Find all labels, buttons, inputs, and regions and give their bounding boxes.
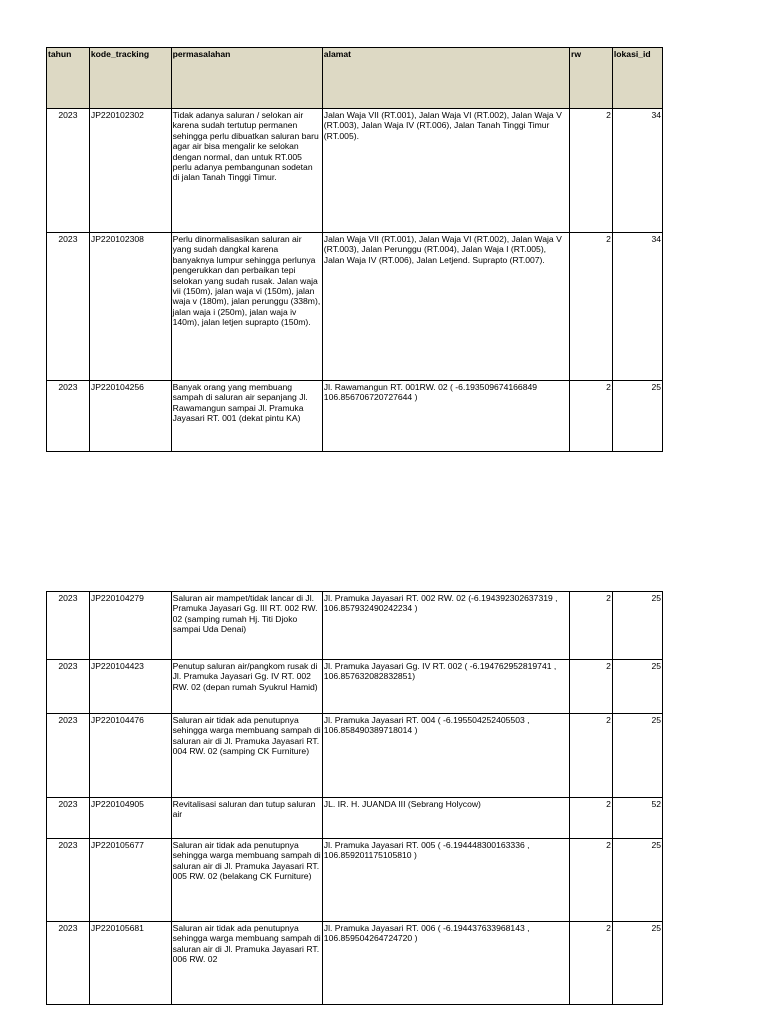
cell-rw: 2 — [570, 922, 613, 1005]
cell-lokasi-id: 25 — [612, 714, 662, 798]
cell-kode-tracking: JP220102302 — [89, 109, 171, 233]
cell-lokasi-id: 25 — [612, 922, 662, 1005]
cell-rw: 2 — [570, 839, 613, 922]
cell-rw: 2 — [570, 592, 613, 660]
cell-permasalahan: Tidak adanya saluran / selokan air karena sudah tertutup permanen sehingga perlu dibuatkan saluran baru agar air bisa mengalir ke selokan dengan normal, dan untuk RT.005 perlu adanya pembangunan sodetan di jalan Tanah Tinggi Timur. — [171, 109, 322, 233]
cell-alamat: Jl. Rawamangun RT. 001RW. 02 ( -6.193509674166849 106.856706720727644 ) — [322, 381, 569, 452]
cell-kode-tracking: JP220104476 — [89, 714, 171, 798]
table-row — [47, 798, 663, 839]
header-row — [47, 48, 663, 109]
cell-lokasi-id: 25 — [612, 660, 662, 714]
cell-permasalahan: Saluran air tidak ada penutupnya sehingga warga membuang sampah di saluran air di Jl. Pramuka Jayasari RT. 006 RW. 02 — [171, 922, 322, 1005]
data-table-top — [46, 47, 663, 452]
cell-tahun: 2023 — [47, 798, 90, 839]
header-lokasi-id: lokasi_id — [612, 48, 662, 109]
cell-rw: 2 — [570, 714, 613, 798]
cell-alamat: Jl. Pramuka Jayasari RT. 004 ( -6.195504252405503 , 106.858490389718014 ) — [322, 714, 569, 798]
cell-rw: 2 — [570, 233, 613, 381]
cell-permasalahan: Saluran air tidak ada penutupnya sehingga warga membuang sampah di saluran air di Jl. Pramuka Jayasari RT. 005 RW. 02 (belakang CK Furniture) — [171, 839, 322, 922]
cell-tahun: 2023 — [47, 381, 90, 452]
header-rw: rw — [570, 48, 613, 109]
cell-tahun: 2023 — [47, 660, 90, 714]
table-row — [47, 714, 663, 798]
table-row — [47, 839, 663, 922]
cell-permasalahan: Banyak orang yang membuang sampah di saluran air sepanjang Jl. Rawamangun sampai Jl. Pramuka Jayasari RT. 001 (dekat pintu KA) — [171, 381, 322, 452]
cell-alamat: JL. IR. H. JUANDA III (Sebrang Holycow) — [322, 798, 569, 839]
header-tahun: tahun — [47, 48, 90, 109]
header-kode-tracking: kode_tracking — [89, 48, 171, 109]
cell-kode-tracking: JP220104423 — [89, 660, 171, 714]
header-permasalahan: permasalahan — [171, 48, 322, 109]
cell-rw: 2 — [570, 660, 613, 714]
data-table-bottom — [46, 591, 663, 1005]
cell-kode-tracking: JP220104905 — [89, 798, 171, 839]
cell-tahun: 2023 — [47, 714, 90, 798]
cell-rw: 2 — [570, 381, 613, 452]
cell-alamat: Jalan Waja VII (RT.001), Jalan Waja VI (RT.002), Jalan Waja V (RT.003), Jalan Perunggu (RT.004), Jalan Waja I (RT.005), Jalan Waja IV (RT.006), Jalan Letjend. Suprapto (RT.007). — [322, 233, 569, 381]
cell-lokasi-id: 25 — [612, 839, 662, 922]
cell-lokasi-id: 25 — [612, 592, 662, 660]
cell-tahun: 2023 — [47, 922, 90, 1005]
cell-permasalahan: Revitalisasi saluran dan tutup saluran air — [171, 798, 322, 839]
cell-tahun: 2023 — [47, 839, 90, 922]
table-row — [47, 381, 663, 452]
cell-rw: 2 — [570, 109, 613, 233]
table-row — [47, 233, 663, 381]
table-row — [47, 922, 663, 1005]
cell-permasalahan: Saluran air mampet/tidak lancar di Jl. Pramuka Jayasari Gg. III RT. 002 RW. 02 (samping rumah Hj. Titi Djoko sampai Uda Denai) — [171, 592, 322, 660]
cell-kode-tracking: JP220105677 — [89, 839, 171, 922]
cell-alamat: Jalan Waja VII (RT.001), Jalan Waja VI (RT.002), Jalan Waja V (RT.003), Jalan Waja IV (RT.006), Jalan Tanah Tinggi Timur (RT.005). — [322, 109, 569, 233]
cell-alamat: Jl. Pramuka Jayasari Gg. IV RT. 002 ( -6.194762952819741 , 106.857632082832851) — [322, 660, 569, 714]
cell-alamat: Jl. Pramuka Jayasari RT. 006 ( -6.194437633968143 , 106.859504264724720 ) — [322, 922, 569, 1005]
cell-kode-tracking: JP220104279 — [89, 592, 171, 660]
cell-rw: 2 — [570, 798, 613, 839]
cell-lokasi-id: 52 — [612, 798, 662, 839]
cell-tahun: 2023 — [47, 109, 90, 233]
cell-permasalahan: Saluran air tidak ada penutupnya sehingga warga membuang sampah di saluran air di Jl. Pramuka Jayasari RT. 004 RW. 02 (samping CK Furniture) — [171, 714, 322, 798]
cell-lokasi-id: 34 — [612, 233, 662, 381]
cell-permasalahan: Penutup saluran air/pangkom rusak di Jl. Pramuka Jayasari Gg. IV RT. 002 RW. 02 (depan rumah Syukrul Hamid) — [171, 660, 322, 714]
cell-alamat: Jl. Pramuka Jayasari RT. 005 ( -6.194448300163336 , 106.859201175105810 ) — [322, 839, 569, 922]
table-row — [47, 592, 663, 660]
cell-kode-tracking: JP220105681 — [89, 922, 171, 1005]
cell-kode-tracking: JP220104256 — [89, 381, 171, 452]
cell-lokasi-id: 25 — [612, 381, 662, 452]
table-row — [47, 109, 663, 233]
cell-permasalahan: Perlu dinormalisasikan saluran air yang sudah dangkal karena banyaknya lumpur sehingga perlunya pengerukkan dan perbaikan tepi selokan yang sudah rusak. Jalan waja vii (150m), jalan waja vi (150m), jalan waja v (180m), jalan perunggu (338m), jalan waja i (250m), jalan waja iv 140m), jalan letjen suprapto (150m). — [171, 233, 322, 381]
cell-lokasi-id: 34 — [612, 109, 662, 233]
cell-kode-tracking: JP220102308 — [89, 233, 171, 381]
table-row — [47, 660, 663, 714]
cell-tahun: 2023 — [47, 233, 90, 381]
cell-alamat: Jl. Pramuka Jayasari RT. 002 RW. 02 (-6.194392302637319 , 106.857932490242234 ) — [322, 592, 569, 660]
cell-tahun: 2023 — [47, 592, 90, 660]
header-alamat: alamat — [322, 48, 569, 109]
